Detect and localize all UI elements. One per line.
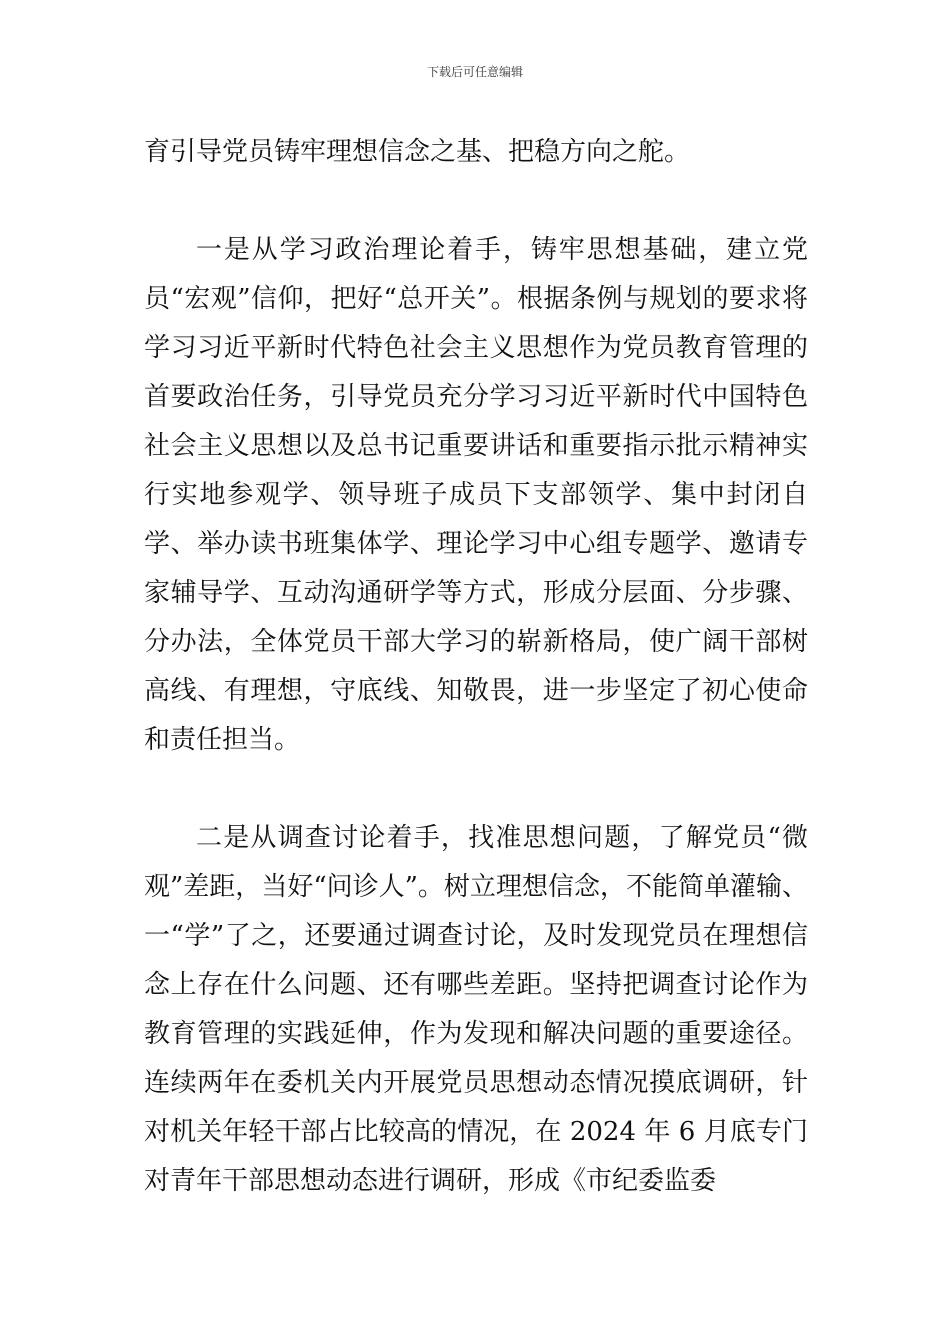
page-header-note: 下载后可任意编辑 — [426, 65, 523, 79]
paragraph-study-theory: 一是从学习政治理论着手，铸牢思想基础，建立党员“宏观”信仰，把好“总开关”。根据条例与规划的要求将学习习近平新时代特色社会主义思想作为党员教育管理的首要政治任务，引导党员充分学习习近平新时代中国特色社会主义思想以及总书记重要讲话和重要指示批示精神实行实地参观学、领导班子成员下支部领学、集中封闭自学、举办读书班集体学、理论学习中心组专题学、邀请专家辅导学、互动沟通研学等方式，形成分层面、分步骤、分办法，全体党员干部大学习的崭新格局，使广阔干部树高线、有理想，守底线、知敬畏，进一步坚定了初心使命和责任担当。 — [144, 235, 808, 755]
paragraph-investigation: 二是从调查讨论着手，找准思想问题，了解党员“微观”差距，当好“问诊人”。树立理想信念，不能简单灌输、一“学”了之，还要通过调查讨论，及时发现党员在理想信念上存在什么问题、还有哪些差距。坚持把调查讨论作为教育管理的实践延伸，作为发现和解决问题的重要途径。连续两年在委机关内开展党员思想动态情况摸底调研，针对机关年轻干部占比较高的情况，在 2024 年 6 月底专门对青年干部思想动态进行调研，形成《市纪委监委 — [144, 823, 808, 1196]
paragraph-continuation: 育引导党员铸牢理想信念之基、把稳方向之舵。 — [144, 137, 691, 167]
document-body — [144, 128, 808, 1206]
paragraph-gap — [144, 765, 808, 814]
paragraph-gap — [144, 177, 808, 226]
